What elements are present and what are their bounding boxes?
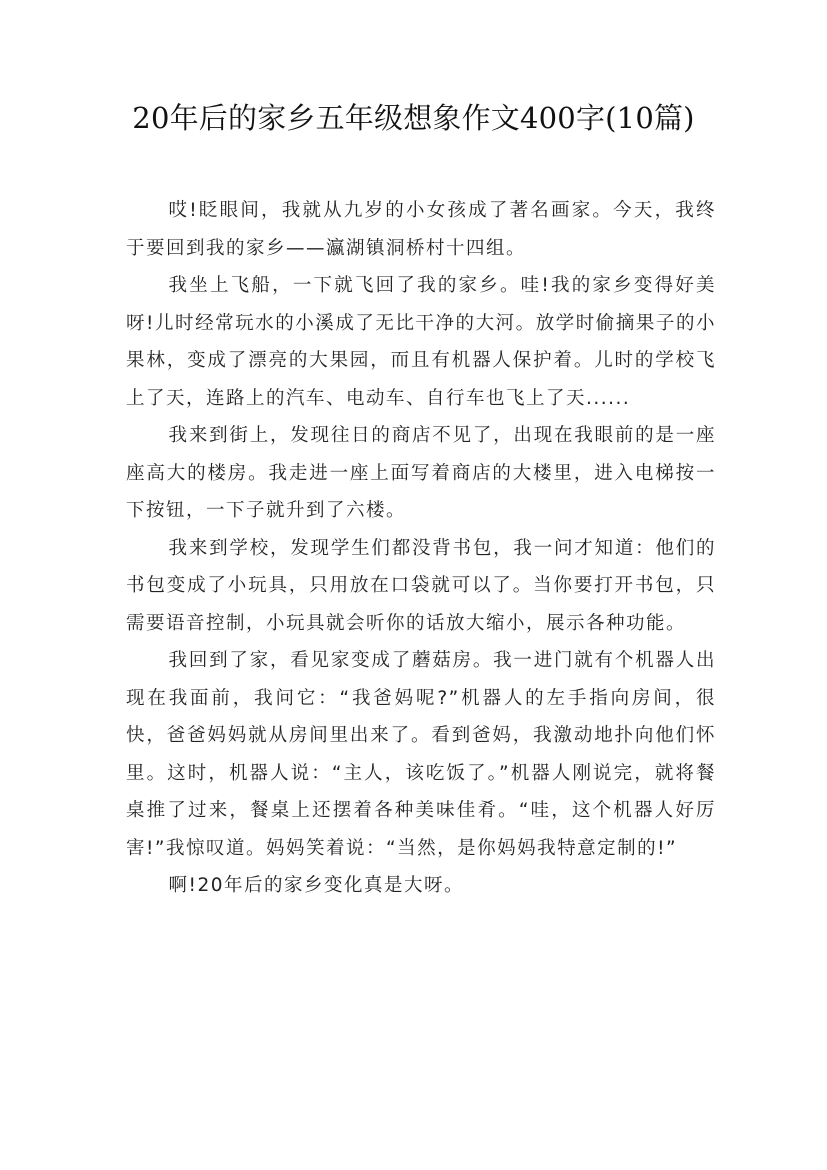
page-title: 20年后的家乡五年级想象作文400字(10篇) <box>132 101 695 135</box>
paragraph-6: 啊!20年后的家乡变化真是大呀。 <box>168 875 465 896</box>
essay-body <box>126 192 716 905</box>
paragraph-2: 我坐上飞船，一下就飞回了我的家乡。哇!我的家乡变得好美呀!儿时经常玩水的小溪成了无比干净的大河。放学时偷摘果子的小果林，变成了漂亮的大果园，而且有机器人保护着。儿时的学校飞上了天，连路上的汽车、电动车、自行车也飞上了天...... <box>126 275 716 409</box>
paragraph-3: 我来到街上，发现往日的商店不见了，出现在我眼前的是一座座高大的楼房。我走进一座上面写着商店的大楼里，进入电梯按一下按钮，一下子就升到了六楼。 <box>126 425 716 521</box>
paragraph-4: 我来到学校，发现学生们都没背书包，我一问才知道：他们的书包变成了小玩具，只用放在口袋就可以了。当你要打开书包，只需要语音控制，小玩具就会听你的话放大缩小，展示各种功能。 <box>126 537 716 634</box>
paragraph-1: 哎!眨眼间，我就从九岁的小女孩成了著名画家。今天，我终于要回到我的家乡——瀛湖镇洞桥村十四组。 <box>126 200 716 259</box>
paragraph-5: 我回到了家，看见家变成了蘑菇房。我一进门就有个机器人出现在我面前，我问它：“我爸妈呢?”机器人的左手指向房间，很快，爸爸妈妈就从房间里出来了。看到爸妈，我激动地扑向他们怀里。这时，机器人说：“主人，该吃饭了。”机器人刚说完，就将餐桌推了过来，餐桌上还摆着各种美味佳肴。“哇，这个机器人好厉害!”我惊叹道。妈妈笑着说：“当然，是你妈妈我特意定制的!” <box>126 650 716 859</box>
